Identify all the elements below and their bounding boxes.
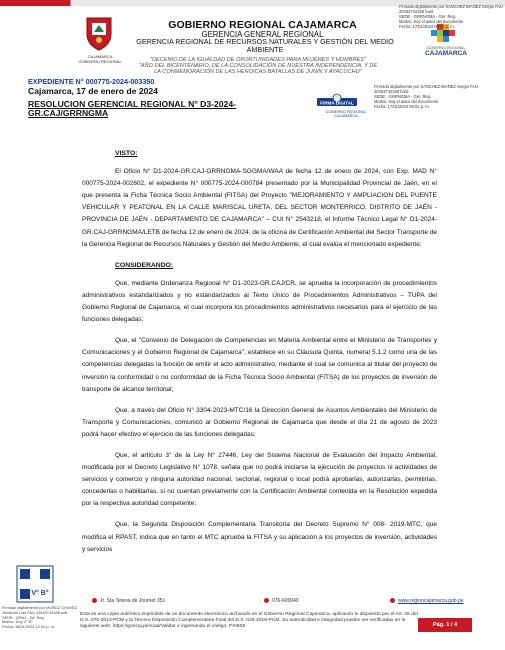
document-date: Cajamarca, 17 de enero de 2024 — [28, 86, 158, 96]
shield-label: CAJAMARCA GOBIERNO REGIONAL — [78, 54, 122, 64]
considerando-heading: CONSIDERANDO: — [115, 261, 174, 269]
considerando-paragraph: Que, a través del Oficio N° 3304-2023-MTC/16 la Dirección General de Asuntos Ambientales del Ministerio de Transporte y Comunicaciones, comunicó al Gobierno Regional de Cajamarca que desde el día 21 de agosto de 2023 podrá hacer efectivo el ejercicio de las funciones delegadas; — [82, 406, 437, 438]
footer-phone — [264, 598, 299, 604]
authenticity-notice: Esta es una copia auténtica imprimible de un documento electrónico archivado en el Gobierno Regional Cajamarca, aplicando lo dispuesto por el Art. 25 del D.S. 070-2013-PCM y la Tercera Disposición Complementaria Final del D.S. 026-2016-PCM. Su autenticidad e integridad pueden ser verificadas en la siguiente web: https://goncaj.pe/mad/Validar e ingresando el código: PXI9Z9 — [80, 612, 418, 630]
logo-text: CAJAMARCA — [425, 50, 467, 57]
seal-caption: GOBIERNO REGIONAL CAJAMARCA — [325, 110, 367, 118]
location-icon — [92, 598, 97, 603]
considerando-paragraph: Que, el "Convenio de Delegación de Competencias en Materia Ambiental entre el Ministerio de Transportes y Comunicaciones y el Gobierno Regional de Cajamarca", establece en su Cláusula Quinta, numeral 5.1.2 como una de las competencias delegadas la función de emitir el acto administrativo, mediante el cual se comunica al titular del proyecto de inversión la conformidad o no conformidad de la Ficha Técnica Socio Ambiental (FITSA) de los proyectos de inversión de transporte de alcance territorial; — [82, 337, 437, 393]
decade-motto: "DECENIO DE LA IGUALDAD DE OPORTUNIDADES PARA MUJERES Y HOMBRES" "AÑO DEL BICENTENARIO, DE LA CONSOLIDACIÓN DE NUESTRA INDEPENDENCIA, Y DE LA CONMEMORACIÓN DE LAS HEROICAS BATALLAS DE JUNÍN Y AYACUCHO" — [138, 57, 378, 76]
footer-address-text: Jr. Sta Teresa de Journet 351 — [100, 598, 166, 604]
considerando-paragraph: Que, mediante Ordenanza Regional N° D1-2023-GR.CAJ/CR, se aprueba la incorporación de procedimientos administrativos estandarizados y no estandarizados al Texto Único de Procedimientos Administrativos – TUPA del Gobierno Regional de Cajamarca, el cual incorpora los procedimientos administrativos necesarios para el ejercicio de las funciones delegadas; — [82, 279, 437, 324]
vb-label: V° B° — [31, 590, 49, 597]
general-management-subtitle: GERENCIA GENERAL REGIONAL — [201, 30, 324, 39]
seal-text: FIRMA DIGITAL — [320, 100, 354, 106]
considerando-paragraph: Que, la Segunda Disposición Complementaria Transitoria del Decreto Supremo N° 008- 2019-MTC, que modifica el RPAST, indica que en tanto el MTC aprueba la FITSA y su aplicación a los proyectos de inversión, actividades y servicios — [82, 521, 437, 553]
phone-icon — [264, 598, 269, 603]
digital-signature-left: Firmado digitalmente por MUÑOZ CHAVEZ Jonathan Luis FAU 20453744168 soft SEDE - DRAJ - Dir. Reg. Motivo: Doy V° B° Fecha: 18/01/2024 12:20 p. m. — [2, 605, 77, 630]
expediente-number: EXPEDIENTE N° 000775-2024-003350 — [28, 77, 155, 86]
page-indicator: Pág. 1 / 4 — [418, 618, 472, 632]
government-title: GOBIERNO REGIONAL CAJAMARCA — [168, 19, 357, 31]
logo-tagline: GOBIERNO REGIONAL — [426, 46, 466, 50]
footer-phone-text: 076-600040 — [272, 598, 299, 604]
resolution-body — [82, 148, 437, 565]
digital-signature-top: Firmado digitalmente por SANCHEZ IBAÑEZ Sergio FAU 20453744168 hard SEDE - GRRNGMA - Ger. Reg. Motivo: Soy el autor del documento Fecha: 17/01/2024 08:01 p. m. — [399, 4, 503, 29]
footer-address — [92, 598, 165, 604]
considerando-paragraph: Que, el artículo 3° de la Ley N° 27446, Ley del Sistema Nacional de Evaluación del Impacto Ambiental, modificada por el Decreto Legislativo N° 1078, señala que no podrá iniciarse la ejecución de proyectos ni actividades de servicios y comercio y ninguna autoridad nacional, sectorial, regional o local podrá aprobarlas, autorizarlas, permitirlas, concederlas o habilitarlas, si no cuentan previamente con la Certificación Ambiental contenida en la Resolución expedida por la respectiva autoridad competente; — [82, 451, 437, 508]
resolution-title: RESOLUCION GERENCIAL REGIONAL N° D3-2024-GR.CAJ/GRRNGMA — [28, 99, 236, 118]
visto-heading: VISTO: — [115, 150, 138, 157]
footer-website-link[interactable]: www.regioncajamarca.gob.pe — [398, 598, 464, 604]
footer-website[interactable] — [390, 598, 464, 604]
visto-paragraph: El Oficio N° D1-2024-GR.CAJ-GRRNGMA-SGGMA/WAA de fecha 12 de enero de 2024, con Exp. MAD N° 000775-2024-002602, el expediente N° 000775-2024-000784 presentado por la Municipalidad Provincial de Jaén, en el que presenta la Ficha Técnica Socio Ambiental (FITSA) del Proyecto "MEJORAMIENTO Y AMPLIACION DEL PUENTE VEHICULAR Y PEATONAL EN LA CALLE MARISCAL URETA, DEL SECTOR MONTERRICO, DISTRITO DE JAÉN - PROVINCIA DE JAÉN - DEPARTAMENTO DE CAJAMARCA" – CUI N° 2543218, el Informe Técnico Legal N° D1-2024-GR.CAJ-GRRNGMA/LETB de fecha 12 de enero de 2024; de la oficina de Certificación Ambiental del Sector Transporte de la Gerencia Regional de Recursos Naturales y Gestión del Medio Ambiente, el cual evalúa el mencionado expediente; — [82, 168, 437, 248]
natural-resources-subtitle: GERENCIA REGIONAL DE RECURSOS NATURALES Y GESTIÓN DEL MEDIO AMBIENTE — [136, 37, 394, 55]
digital-signature-middle: Firmado digitalmente por SANCHEZ IBAÑEZ Sergio FAU 20453744168 hard SEDE - GRRNGMA - Ger. Reg. Motivo: Soy el autor del documento Fecha: 17/01/2024 08:01 p. m. — [374, 84, 478, 109]
visto-bueno-stamp-icon — [16, 565, 54, 603]
globe-icon — [390, 598, 395, 603]
regional-shield-icon — [84, 16, 114, 52]
